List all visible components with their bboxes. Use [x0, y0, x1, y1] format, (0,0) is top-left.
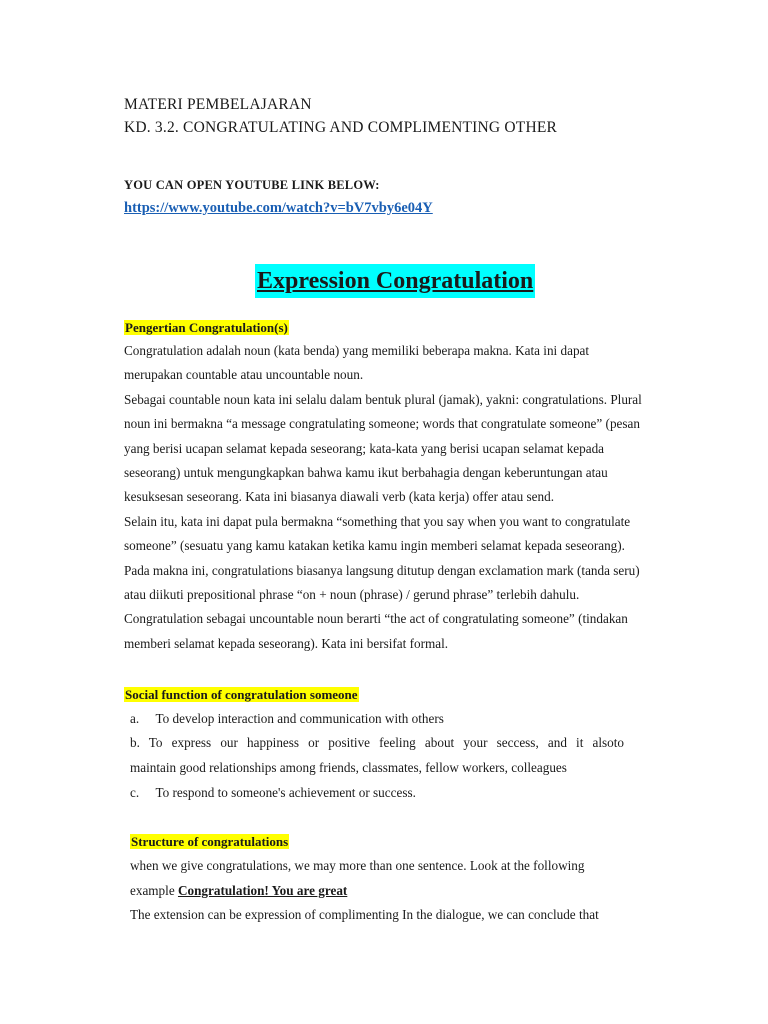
paragraph-line: someone” (sesuatu yang kamu katakan ketika kamu ingin memberi selamat kepada seseorang). [124, 538, 625, 554]
list-text: To develop interaction and communication with others [155, 711, 444, 726]
section-heading-social-function [124, 686, 359, 704]
list-item [130, 785, 416, 801]
paragraph-line: memberi selamat kepada seseorang). Kata ini bersifat formal. [124, 635, 449, 651]
section-heading-pengertian [124, 319, 289, 337]
paragraph-line: atau diikuti prepositional phrase “on + noun (phrase) / gerund phrase” terlebih dahulu. [124, 587, 580, 603]
highlight-heading: Social function of congratulation someone [125, 687, 358, 702]
paragraph-line [130, 883, 347, 899]
highlight-heading: Structure of congratulations [131, 834, 289, 849]
paragraph-line: Selain itu, kata ini dapat pula bermakna “something that you say when you want to congratulate [124, 513, 631, 529]
paragraph-line: Sebagai countable noun kata ini selalu dalam bentuk plural (jamak), yakni: congratulations. Plural [124, 391, 642, 407]
paragraph-line: The extension can be expression of complimenting In the dialogue, we can conclude that [130, 907, 599, 922]
list-text: To respond to someone's achievement or success. [155, 785, 416, 800]
youtube-link[interactable]: https://www.youtube.com/watch?v=bV7vby6e04Y [124, 200, 433, 216]
paragraph-line: Congratulation sebagai uncountable noun berarti “the act of congratulating someone” (tindakan [124, 611, 628, 627]
paragraph-line: yang berisi ucapan selamat kepada seseorang; kata-kata yang berisi ucapan selamat kepada [124, 440, 605, 456]
list-text: To express our happiness or positive feeling about your seccess, and it alsoto [148, 735, 624, 750]
list-marker: b. [130, 735, 140, 750]
header-materi: MATERI PEMBELAJARAN [124, 96, 312, 113]
paragraph-line: Pada makna ini, congratulations biasanya langsung ditutup dengan exclamation mark (tanda seru) [124, 562, 640, 578]
list-marker: c. [130, 785, 140, 800]
section-heading-structure [130, 833, 289, 851]
paragraph-line: Congratulation adalah noun (kata benda) yang memiliki beberapa makna. Kata ini dapat [124, 343, 590, 358]
list-item [130, 711, 444, 727]
example-phrase: Congratulation! You are great [177, 883, 348, 898]
highlight-heading: Pengertian Congratulation(s) [125, 320, 288, 335]
paragraph-line: noun ini bermakna “a message congratulating someone; words that congratulate someone” (pesan [124, 416, 640, 432]
list-item-continuation: maintain good relationships among friends, classmates, fellow workers, colleagues [130, 760, 567, 775]
list-marker: a. [130, 711, 140, 726]
paragraph-line: when we give congratulations, we may more than one sentence. Look at the following [130, 858, 585, 873]
header-kd: KD. 3.2. CONGRATULATING AND COMPLIMENTING OTHER [124, 119, 558, 136]
section-pengertian-body [124, 339, 669, 656]
paragraph-line: seseorang) untuk mengungkapkan bahwa kamu ikut berbahagia dengan keberuntungan atau [124, 465, 608, 481]
youtube-label: YOU CAN OPEN YOUTUBE LINK BELOW: [124, 178, 380, 192]
paragraph-line: merupakan countable atau uncountable noun. [124, 367, 364, 383]
page-title: Expression Congratulation [255, 264, 535, 298]
paragraph-line: kesuksesan seseorang. Kata ini biasanya diawali verb (kata kerja) offer atau send. [124, 489, 555, 505]
example-prefix: example [130, 883, 178, 898]
list-item [130, 735, 624, 751]
